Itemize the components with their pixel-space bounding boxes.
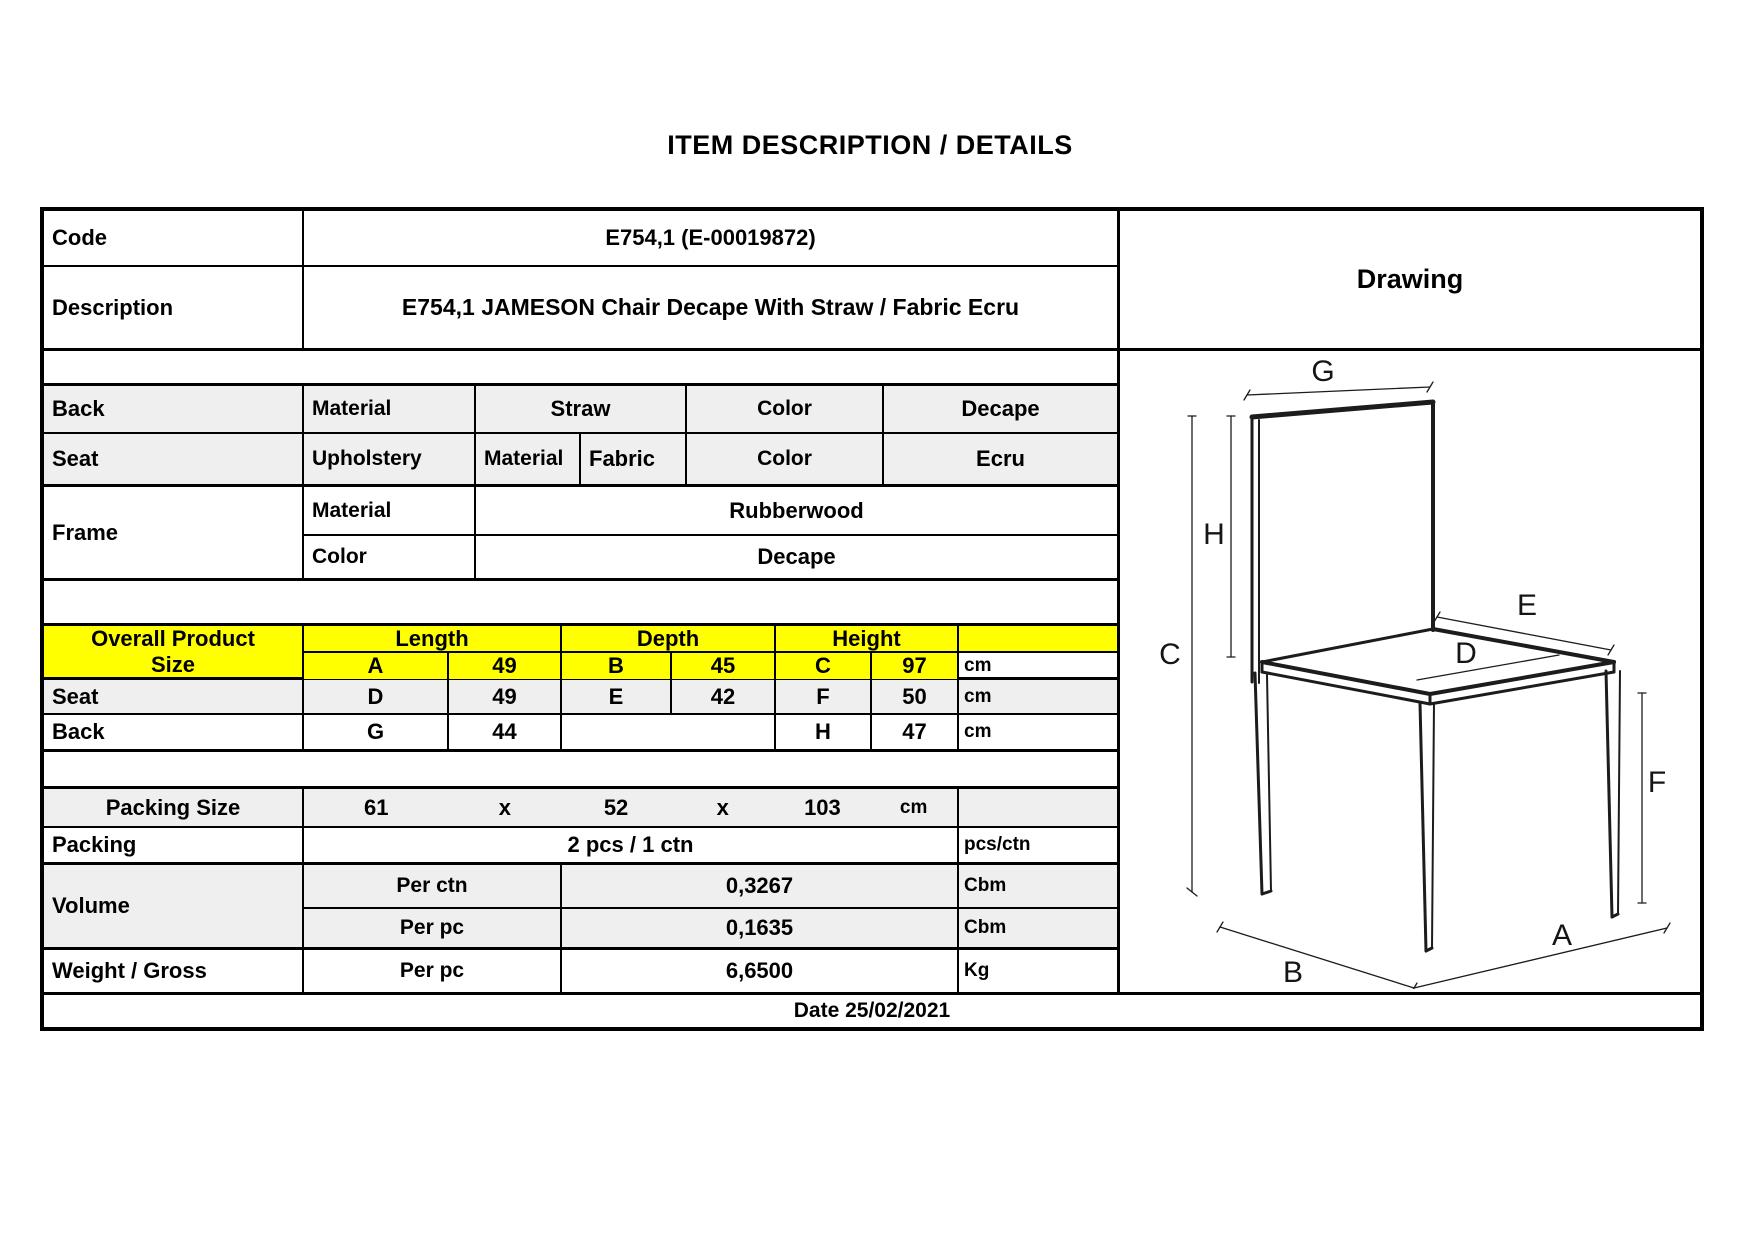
spacer-row bbox=[44, 752, 1117, 789]
seat-size-label: Seat bbox=[44, 680, 304, 713]
date-row bbox=[44, 992, 1700, 1027]
seat-height-value: 50 bbox=[872, 680, 959, 713]
volume-label: Volume bbox=[44, 865, 304, 947]
back-material-label: Material bbox=[304, 386, 476, 432]
code-value: E754,1 (E-00019872) bbox=[605, 225, 816, 250]
packing-size-row bbox=[44, 789, 1117, 828]
details-table bbox=[44, 211, 1117, 992]
frame-material-label: Material bbox=[304, 487, 476, 534]
packing-unit: pcs/ctn bbox=[964, 834, 1031, 855]
back-label: Back bbox=[44, 386, 304, 432]
dim-label-b: B bbox=[1282, 956, 1304, 989]
volume-per-pc-row bbox=[304, 909, 1117, 947]
seat-size-row bbox=[44, 680, 1117, 715]
dim-label-e: E bbox=[1516, 589, 1538, 622]
chair-drawing bbox=[1120, 351, 1700, 992]
seat-upholstery-label: Upholstery bbox=[304, 434, 476, 484]
overall-length-value: 49 bbox=[449, 653, 562, 679]
page-title: ITEM DESCRIPTION / DETAILS bbox=[667, 130, 1073, 160]
packing-size-label: Packing Size bbox=[44, 789, 304, 826]
overall-size-row bbox=[44, 626, 1117, 680]
seat-label: Seat bbox=[44, 434, 304, 484]
depth-header: Depth bbox=[562, 626, 776, 651]
back-size-label: Back bbox=[44, 715, 304, 749]
per-pc-label: Per pc bbox=[304, 909, 562, 947]
back-length-value: 44 bbox=[449, 715, 562, 749]
drawing-header: Drawing bbox=[1120, 211, 1700, 351]
dimension-header-row bbox=[304, 626, 1117, 653]
frame-material-value: Rubberwood bbox=[729, 497, 864, 523]
spacer-row bbox=[44, 351, 1117, 386]
packing-size-unit: cm bbox=[899, 796, 928, 818]
per-pc-value: 0,1635 bbox=[562, 909, 959, 947]
back-length-letter: G bbox=[304, 715, 449, 749]
back-height-value: 47 bbox=[872, 715, 959, 749]
packing-size-v2: 52 bbox=[603, 794, 629, 820]
volume-row bbox=[44, 865, 1117, 950]
seat-material-label: Material bbox=[476, 434, 581, 484]
packing-row bbox=[44, 828, 1117, 865]
weight-row bbox=[44, 950, 1117, 992]
seat-height-letter: F bbox=[776, 680, 872, 713]
frame-color-row bbox=[304, 536, 1117, 578]
seat-length-value: 49 bbox=[449, 680, 562, 713]
packing-label: Packing bbox=[44, 828, 304, 862]
description-value: E754,1 JAMESON Chair Decape With Straw / Fabric Ecru bbox=[401, 294, 1020, 320]
overall-size-label bbox=[44, 626, 304, 677]
spacer-row bbox=[44, 581, 1117, 626]
seat-length-letter: D bbox=[304, 680, 449, 713]
volume-per-ctn-row bbox=[304, 865, 1117, 909]
per-ctn-unit: Cbm bbox=[964, 875, 1007, 896]
length-header: Length bbox=[304, 626, 562, 651]
code-label: Code bbox=[44, 211, 304, 265]
description-row bbox=[44, 267, 1117, 351]
packing-size-x2: x bbox=[716, 794, 729, 820]
back-unit: cm bbox=[964, 721, 992, 742]
back-material-value: Straw bbox=[476, 386, 687, 432]
packing-size-v3: 103 bbox=[804, 794, 841, 820]
seat-material-value: Fabric bbox=[581, 434, 687, 484]
dim-label-a: A bbox=[1551, 919, 1573, 952]
weight-per-label: Per pc bbox=[304, 950, 562, 992]
date-value: Date 25/02/2021 bbox=[793, 999, 951, 1022]
packing-size-values bbox=[304, 789, 959, 826]
height-header: Height bbox=[776, 626, 959, 651]
per-ctn-label: Per ctn bbox=[304, 865, 562, 907]
overall-values-row bbox=[304, 653, 1117, 679]
packing-value: 2 pcs / 1 ctn bbox=[304, 828, 959, 862]
seat-color-label: Color bbox=[687, 434, 884, 484]
back-color-label: Color bbox=[687, 386, 884, 432]
dim-label-f: F bbox=[1647, 766, 1667, 799]
packing-size-x1: x bbox=[498, 794, 512, 820]
drawing-section bbox=[1117, 211, 1700, 992]
overall-size-label-line1: Overall Product bbox=[91, 626, 255, 652]
seat-material-row bbox=[44, 434, 1117, 487]
dim-label-g: G bbox=[1311, 355, 1335, 388]
seat-depth-value: 42 bbox=[672, 680, 776, 713]
seat-depth-letter: E bbox=[562, 680, 672, 713]
overall-size-label-line2: Size bbox=[150, 651, 196, 677]
back-material-row bbox=[44, 386, 1117, 434]
code-row bbox=[44, 211, 1117, 267]
packing-size-blank bbox=[959, 789, 1117, 826]
dimension-header-blank bbox=[959, 626, 1117, 651]
weight-value: 6,6500 bbox=[562, 950, 959, 992]
overall-length-letter: A bbox=[304, 653, 449, 679]
spec-table bbox=[40, 207, 1704, 1031]
back-height-letter: H bbox=[776, 715, 872, 749]
back-size-blank bbox=[562, 715, 776, 749]
weight-label: Weight / Gross bbox=[44, 950, 304, 992]
dim-label-d: D bbox=[1455, 637, 1477, 670]
back-size-row bbox=[44, 715, 1117, 752]
frame-row bbox=[44, 487, 1117, 581]
frame-color-value: Decape bbox=[757, 544, 836, 569]
weight-unit: Kg bbox=[964, 960, 990, 981]
frame-color-label: Color bbox=[304, 536, 476, 578]
dim-label-c: C bbox=[1159, 638, 1181, 671]
per-ctn-value: 0,3267 bbox=[562, 865, 959, 907]
packing-size-v1: 61 bbox=[364, 794, 389, 820]
seat-color-value: Ecru bbox=[976, 446, 1025, 471]
overall-depth-value: 45 bbox=[672, 653, 776, 679]
overall-unit: cm bbox=[964, 655, 992, 676]
overall-height-value: 97 bbox=[872, 653, 959, 679]
frame-label: Frame bbox=[44, 487, 304, 578]
overall-depth-letter: B bbox=[562, 653, 672, 679]
chair-drawing-svg bbox=[1120, 351, 1700, 989]
dim-label-h: H bbox=[1203, 518, 1225, 551]
back-color-value: Decape bbox=[961, 396, 1040, 421]
per-pc-unit: Cbm bbox=[964, 917, 1007, 938]
seat-unit: cm bbox=[964, 685, 992, 707]
overall-height-letter: C bbox=[776, 653, 872, 679]
frame-material-row bbox=[304, 487, 1117, 536]
description-label: Description bbox=[44, 267, 304, 348]
